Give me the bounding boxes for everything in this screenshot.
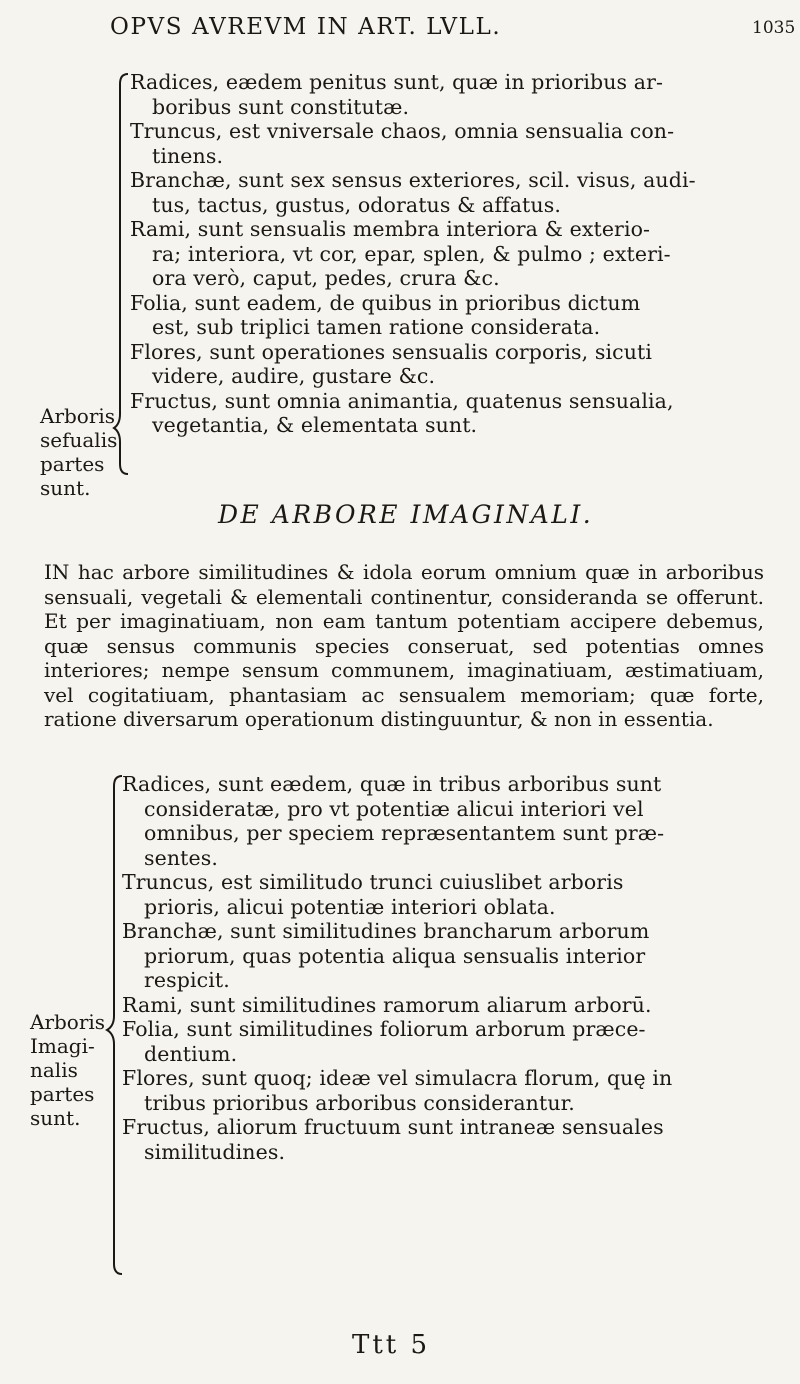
body-paragraph: IN hac arbore similitudines & idola eorum omnium quæ in arboribus sensuali, vegetali & elementali continentur, consideranda se offerunt. Et per imaginatiuam, non eam tantum potentiam accipere debemus, quæ sensus communis species conseruat, sed potentias omnes interiores; nempe sensum communem, imaginatiuam, æstimatiuam, vel cogitatiuam, phantasiam ac sensualem memoriam; quæ forte, ratione diversarum operationum distinguuntur, & non in essentia. bbox=[44, 560, 764, 731]
group1-entries bbox=[130, 70, 696, 438]
section-title: DE ARBORE IMAGINALI. bbox=[218, 500, 594, 529]
side-label-line: sunt. bbox=[40, 476, 91, 500]
entry-line: Rami, sunt similitudines ramorum aliarum arborū. bbox=[122, 992, 652, 1017]
entry-line: videre, audire, gustare &c. bbox=[152, 364, 436, 388]
page-number: 1035 bbox=[752, 18, 796, 38]
group1-side-label bbox=[40, 404, 117, 500]
group2-side-label bbox=[30, 1010, 105, 1130]
entry-line: est, sub triplici tamen ratione considerata. bbox=[152, 315, 601, 339]
entry-line: Rami, sunt sensualis membra interiora & exterio- bbox=[130, 217, 651, 241]
group2-entries bbox=[122, 772, 672, 1164]
entry-line: Truncus, est vniversale chaos, omnia sensualia con- bbox=[130, 119, 675, 143]
entry-line: Branchæ, sunt similitudines brancharum arborum bbox=[122, 919, 650, 943]
entry-line: Folia, sunt similitudines foliorum arborum præce- bbox=[122, 1017, 646, 1041]
entry-line: Truncus, est similitudo trunci cuiuslibet arboris bbox=[122, 870, 624, 894]
entry-line: omnibus, per speciem repræsentantem sunt præ- bbox=[144, 821, 665, 845]
entry-line: Folia, sunt eadem, de quibus in prioribus dictum bbox=[130, 290, 641, 315]
entry-line: respicit. bbox=[144, 968, 230, 992]
side-label-line: partes bbox=[40, 452, 105, 476]
entry-line: Branchæ, sunt sex sensus exteriores, scil. visus, audi- bbox=[130, 168, 696, 192]
entry-line: Flores, sunt operationes sensualis corporis, sicuti bbox=[130, 339, 653, 364]
running-header: OPVS AVREVM IN ART. LVLL. bbox=[110, 14, 502, 40]
entry-line: Fructus, sunt omnia animantia, quatenus sensualia, bbox=[130, 388, 674, 413]
entry-line: Radices, sunt eædem, quæ in tribus arboribus sunt bbox=[122, 772, 662, 796]
entry-line: boribus sunt constitutæ. bbox=[152, 94, 410, 119]
entry-line: tinens. bbox=[152, 143, 224, 168]
entry-line: dentium. bbox=[144, 1041, 238, 1066]
entry-line: similitudines. bbox=[144, 1139, 286, 1164]
side-label-line: nalis bbox=[30, 1058, 78, 1082]
side-label-line: Arboris bbox=[40, 404, 116, 428]
signature-mark: Ttt 5 bbox=[352, 1330, 431, 1360]
entry-line: tribus prioribus arboribus considerantur. bbox=[144, 1090, 575, 1115]
side-label-line: sefualis bbox=[40, 428, 118, 452]
side-label-line: Imagi- bbox=[30, 1034, 95, 1058]
entry-line: sentes. bbox=[144, 845, 218, 870]
entry-line: consideratæ, pro vt potentiæ alicui interiori vel bbox=[144, 796, 644, 821]
entry-line: prioris, alicui potentiæ interiori oblata. bbox=[144, 894, 556, 919]
side-label-line: partes bbox=[30, 1082, 95, 1106]
entry-line: Fructus, aliorum fructuum sunt intraneæ sensuales bbox=[122, 1115, 664, 1139]
side-label-line: Arboris bbox=[30, 1010, 106, 1034]
side-label-line: sunt. bbox=[30, 1106, 81, 1130]
entry-line: priorum, quas potentia aliqua sensualis interior bbox=[144, 943, 646, 968]
entry-line: ra; interiora, vt cor, epar, splen, & pulmo ; exteri- bbox=[152, 241, 671, 266]
entry-line: Flores, sunt quoq; ideæ vel simulacra florum, quę in bbox=[122, 1066, 673, 1090]
entry-line: Radices, eædem penitus sunt, quæ in prioribus ar- bbox=[130, 70, 664, 94]
entry-line: vegetantia, & elementata sunt. bbox=[152, 413, 478, 437]
entry-line: ora verò, caput, pedes, crura &c. bbox=[152, 266, 500, 290]
entry-line: tus, tactus, gustus, odoratus & affatus. bbox=[152, 192, 561, 217]
